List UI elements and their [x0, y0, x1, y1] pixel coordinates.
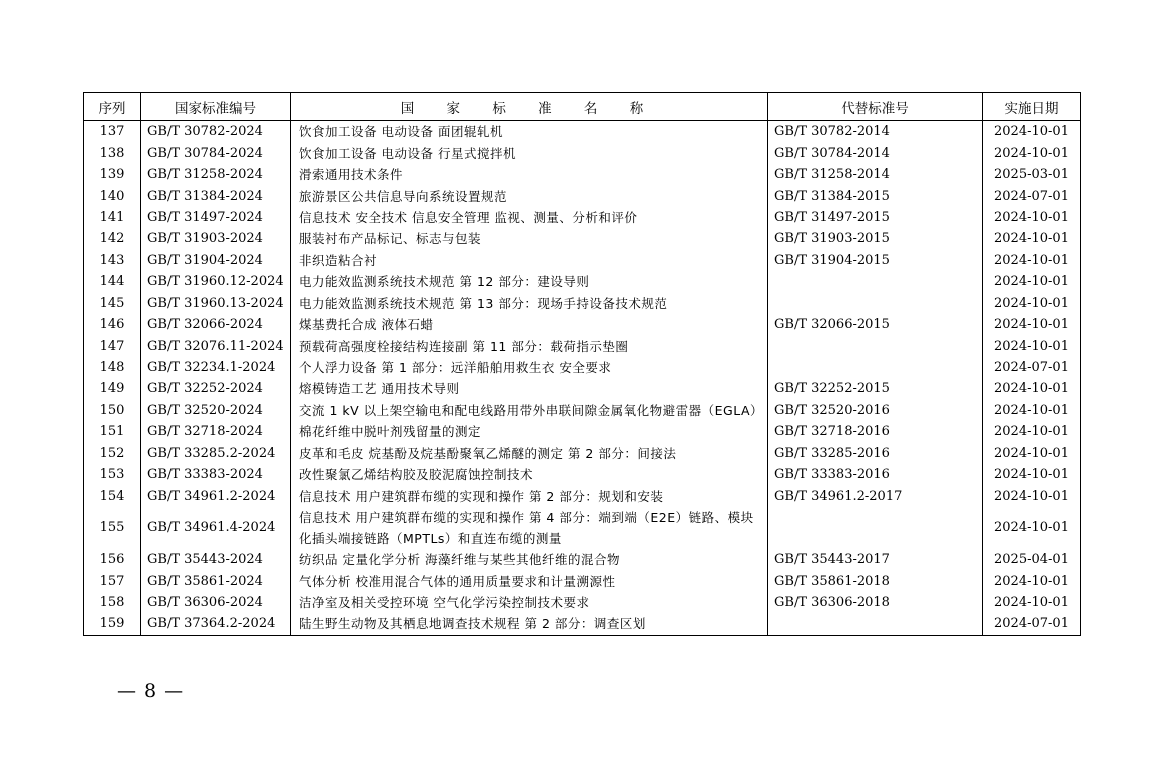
cell-effective-date: 2024-10-01: [983, 464, 1081, 485]
cell-standard-name: 皮革和毛皮 烷基酚及烷基酚聚氧乙烯醚的测定 第 2 部分：间接法: [291, 443, 768, 464]
cell-serial-no: 158: [84, 592, 141, 613]
cell-effective-date: 2024-10-01: [983, 570, 1081, 591]
cell-standard-number: GB/T 35861-2024: [141, 570, 291, 591]
cell-serial-no: 137: [84, 121, 141, 143]
cell-standard-name: 信息技术 用户建筑群布缆的实现和操作 第 2 部分：规划和安装: [291, 485, 768, 506]
table-row: [84, 314, 1081, 335]
cell-effective-date: 2024-10-01: [983, 443, 1081, 464]
cell-standard-name: 改性聚氯乙烯结构胶及胶泥腐蚀控制技术: [291, 464, 768, 485]
cell-serial-no: 144: [84, 271, 141, 292]
cell-standard-number: GB/T 31258-2024: [141, 164, 291, 185]
cell-serial-no: 145: [84, 293, 141, 314]
cell-standard-name: 饮食加工设备 电动设备 行星式搅拌机: [291, 142, 768, 163]
cell-serial-no: 151: [84, 421, 141, 442]
table-row: [84, 250, 1081, 271]
cell-replaced-standard: [768, 293, 983, 314]
cell-effective-date: 2024-10-01: [983, 314, 1081, 335]
table-row: [84, 592, 1081, 613]
cell-standard-name: 服装衬布产品标记、标志与包装: [291, 228, 768, 249]
table-row: [84, 357, 1081, 378]
cell-serial-no: 159: [84, 613, 141, 635]
cell-standard-name: 陆生野生动物及其栖息地调查技术规程 第 2 部分：调查区划: [291, 613, 768, 635]
cell-serial-no: 143: [84, 250, 141, 271]
cell-standard-number: GB/T 33285.2-2024: [141, 443, 291, 464]
table-body: [84, 121, 1081, 636]
cell-replaced-standard: [768, 507, 983, 549]
cell-effective-date: 2024-10-01: [983, 142, 1081, 163]
cell-serial-no: 156: [84, 549, 141, 570]
cell-replaced-standard: GB/T 32520-2016: [768, 400, 983, 421]
table-row: [84, 485, 1081, 506]
cell-standard-name: 个人浮力设备 第 1 部分：远洋船舶用救生衣 安全要求: [291, 357, 768, 378]
page-number: — 8 —: [117, 680, 185, 702]
cell-standard-name: 洁净室及相关受控环境 空气化学污染控制技术要求: [291, 592, 768, 613]
cell-replaced-standard: GB/T 31384-2015: [768, 185, 983, 206]
cell-standard-name: 信息技术 安全技术 信息安全管理 监视、测量、分析和评价: [291, 207, 768, 228]
cell-serial-no: 149: [84, 378, 141, 399]
cell-replaced-standard: GB/T 35861-2018: [768, 570, 983, 591]
cell-replaced-standard: GB/T 30782-2014: [768, 121, 983, 143]
cell-serial-no: 155: [84, 507, 141, 549]
cell-serial-no: 153: [84, 464, 141, 485]
cell-effective-date: 2024-07-01: [983, 613, 1081, 635]
table-row: [84, 164, 1081, 185]
cell-replaced-standard: GB/T 33285-2016: [768, 443, 983, 464]
table-row: [84, 421, 1081, 442]
cell-standard-number: GB/T 34961.4-2024: [141, 507, 291, 549]
cell-standard-name: 熔模铸造工艺 通用技术导则: [291, 378, 768, 399]
cell-replaced-standard: GB/T 34961.2-2017: [768, 485, 983, 506]
cell-effective-date: 2025-04-01: [983, 549, 1081, 570]
cell-serial-no: 141: [84, 207, 141, 228]
cell-standard-name: 交流 1 kV 以上架空输电和配电线路用带外串联间隙金属氧化物避雷器（EGLA）: [291, 400, 768, 421]
cell-effective-date: 2024-10-01: [983, 400, 1081, 421]
cell-effective-date: 2024-10-01: [983, 335, 1081, 356]
cell-serial-no: 146: [84, 314, 141, 335]
cell-standard-number: GB/T 31384-2024: [141, 185, 291, 206]
cell-serial-no: 152: [84, 443, 141, 464]
cell-standard-name: 纺织品 定量化学分析 海藻纤维与某些其他纤维的混合物: [291, 549, 768, 570]
cell-effective-date: 2024-10-01: [983, 250, 1081, 271]
cell-standard-name: 非织造粘合衬: [291, 250, 768, 271]
cell-standard-name: 预载荷高强度栓接结构连接副 第 11 部分：载荷指示垫圈: [291, 335, 768, 356]
table-row: [84, 293, 1081, 314]
header-effective-date: 实施日期: [983, 93, 1081, 121]
cell-standard-number: GB/T 31960.13-2024: [141, 293, 291, 314]
cell-serial-no: 140: [84, 185, 141, 206]
table-header: [84, 93, 1081, 121]
cell-standard-name: 旅游景区公共信息导向系统设置规范: [291, 185, 768, 206]
header-serial-no: 序列: [84, 93, 141, 121]
cell-standard-number: GB/T 32718-2024: [141, 421, 291, 442]
table-row: [84, 207, 1081, 228]
cell-replaced-standard: GB/T 32718-2016: [768, 421, 983, 442]
cell-effective-date: 2024-07-01: [983, 185, 1081, 206]
cell-standard-number: GB/T 36306-2024: [141, 592, 291, 613]
cell-standard-number: GB/T 33383-2024: [141, 464, 291, 485]
cell-standard-number: GB/T 32252-2024: [141, 378, 291, 399]
cell-effective-date: 2024-10-01: [983, 507, 1081, 549]
cell-standard-number: GB/T 32066-2024: [141, 314, 291, 335]
cell-standard-number: GB/T 31904-2024: [141, 250, 291, 271]
cell-standard-number: GB/T 31497-2024: [141, 207, 291, 228]
cell-standard-number: GB/T 32076.11-2024: [141, 335, 291, 356]
cell-standard-number: GB/T 30784-2024: [141, 142, 291, 163]
cell-effective-date: 2024-10-01: [983, 207, 1081, 228]
cell-replaced-standard: GB/T 32252-2015: [768, 378, 983, 399]
cell-effective-date: 2025-03-01: [983, 164, 1081, 185]
cell-standard-number: GB/T 31960.12-2024: [141, 271, 291, 292]
cell-standard-name: 电力能效监测系统技术规范 第 12 部分：建设导则: [291, 271, 768, 292]
cell-effective-date: 2024-10-01: [983, 378, 1081, 399]
cell-serial-no: 150: [84, 400, 141, 421]
cell-replaced-standard: GB/T 36306-2018: [768, 592, 983, 613]
cell-standard-name: 滑索通用技术条件: [291, 164, 768, 185]
header-row: [84, 93, 1081, 121]
cell-serial-no: 138: [84, 142, 141, 163]
table-row: [84, 121, 1081, 143]
cell-effective-date: 2024-10-01: [983, 228, 1081, 249]
cell-replaced-standard: [768, 613, 983, 635]
cell-standard-number: GB/T 34961.2-2024: [141, 485, 291, 506]
cell-replaced-standard: GB/T 31903-2015: [768, 228, 983, 249]
cell-replaced-standard: [768, 335, 983, 356]
cell-standard-name: 饮食加工设备 电动设备 面团辊轧机: [291, 121, 768, 143]
cell-serial-no: 154: [84, 485, 141, 506]
header-standard-name: 国 家 标 准 名 称: [291, 93, 768, 121]
table-row: [84, 185, 1081, 206]
table-row: [84, 142, 1081, 163]
cell-standard-number: GB/T 31903-2024: [141, 228, 291, 249]
cell-replaced-standard: [768, 357, 983, 378]
cell-standard-number: GB/T 30782-2024: [141, 121, 291, 143]
table-row: [84, 507, 1081, 549]
table-row: [84, 570, 1081, 591]
cell-replaced-standard: [768, 271, 983, 292]
cell-serial-no: 157: [84, 570, 141, 591]
cell-replaced-standard: GB/T 32066-2015: [768, 314, 983, 335]
cell-replaced-standard: GB/T 30784-2014: [768, 142, 983, 163]
table-row: [84, 228, 1081, 249]
cell-effective-date: 2024-07-01: [983, 357, 1081, 378]
cell-replaced-standard: GB/T 33383-2016: [768, 464, 983, 485]
cell-replaced-standard: GB/T 35443-2017: [768, 549, 983, 570]
table-row: [84, 271, 1081, 292]
cell-serial-no: 147: [84, 335, 141, 356]
cell-replaced-standard: GB/T 31258-2014: [768, 164, 983, 185]
standards-table: [83, 92, 1081, 636]
cell-standard-number: GB/T 32234.1-2024: [141, 357, 291, 378]
cell-effective-date: 2024-10-01: [983, 271, 1081, 292]
table-row: [84, 400, 1081, 421]
table-row: [84, 335, 1081, 356]
header-standard-number: 国家标准编号: [141, 93, 291, 121]
cell-effective-date: 2024-10-01: [983, 485, 1081, 506]
table-row: [84, 378, 1081, 399]
cell-standard-number: GB/T 35443-2024: [141, 549, 291, 570]
cell-serial-no: 142: [84, 228, 141, 249]
header-replaced-standard: 代替标准号: [768, 93, 983, 121]
table-row: [84, 549, 1081, 570]
cell-standard-number: GB/T 37364.2-2024: [141, 613, 291, 635]
table-row: [84, 464, 1081, 485]
cell-standard-name: 电力能效监测系统技术规范 第 13 部分：现场手持设备技术规范: [291, 293, 768, 314]
cell-standard-number: GB/T 32520-2024: [141, 400, 291, 421]
cell-replaced-standard: GB/T 31497-2015: [768, 207, 983, 228]
table-row: [84, 613, 1081, 635]
table-row: [84, 443, 1081, 464]
cell-effective-date: 2024-10-01: [983, 121, 1081, 143]
cell-effective-date: 2024-10-01: [983, 293, 1081, 314]
cell-effective-date: 2024-10-01: [983, 592, 1081, 613]
cell-standard-name: 信息技术 用户建筑群布缆的实现和操作 第 4 部分：端到端（E2E）链路、模块化插头端接链路（MPTLs）和直连布缆的测量: [291, 507, 768, 549]
cell-standard-name: 煤基费托合成 液体石蜡: [291, 314, 768, 335]
cell-standard-name: 棉花纤维中脱叶剂残留量的测定: [291, 421, 768, 442]
cell-serial-no: 148: [84, 357, 141, 378]
cell-serial-no: 139: [84, 164, 141, 185]
cell-effective-date: 2024-10-01: [983, 421, 1081, 442]
cell-standard-name: 气体分析 校准用混合气体的通用质量要求和计量溯源性: [291, 570, 768, 591]
cell-replaced-standard: GB/T 31904-2015: [768, 250, 983, 271]
